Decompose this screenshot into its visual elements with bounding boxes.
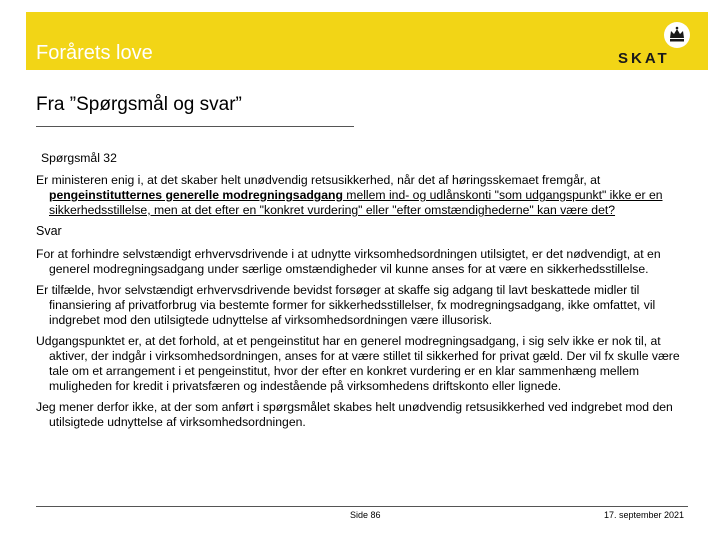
logo-text: SKAT [618,50,670,67]
crown-icon [664,22,690,48]
answer-paragraph: Udgangspunktet er, at det forhold, at et pengeinstitut har en generel modregningsadgang, i sig selv ikke er nok til, at aktiver, der indgår i virksomhedsordningen, anses for at være stillet til sikkerhed for privat gæld. Der vil fx skulle være tale om et arrangement i et pengeinstitut, hvor der efter en konkret vurdering er en klar sammenhæng mellem muligheden for kredit i privatsfæren og indestående på virksomhedens driftskonto eller lignede. [36,334,680,393]
slide-title: Forårets love [36,42,153,64]
question-highlight[interactable]: mellem ind- og udlånskonti "som udgangspunkt" ikke er en sikkerhedsstillelse, men at det efter en "konkret vurdering" eller "efter omstændighederne" kan være det? [49,188,663,217]
answer-paragraph: Er tilfælde, hvor selvstændigt erhvervsdrivende bevidst forsøger at skaffe sig adgang til lavt beskattede midler til finansiering af privatforbrug via bestemte former for sikkerhedsstillelser, fx modregningsadgang, ikke omfattet, vil indgrebet mod den utilsigtede udnyttelse af virksomhedsordningen være illusorisk. [36,283,656,327]
question-label: Spørgsmål 32 [41,151,117,165]
question-highlight-strong[interactable]: pengeinstitutternes generelle modregningsadgang [49,188,343,202]
skat-logo [618,22,692,68]
slide-subtitle: Fra ”Spørgsmål og svar” [36,94,242,115]
question-text [36,173,684,218]
subtitle-divider [36,126,354,127]
footer-date: 17. september 2021 [603,510,684,520]
answer-paragraph: Jeg mener derfor ikke, at der som anført i spørgsmålet skabes helt unødvendig retsusikkerhed ved indgrebet mod den utilsigtede udnyttelse af virksomhedsordningen. [36,400,673,429]
question-intro: Er ministeren enig i, at det skaber helt unødvendig retsusikkerhed, når det af høringsskemaet fremgår, at [36,173,601,187]
page-number: Side 86 [350,510,381,520]
answer-label: Svar [36,224,62,238]
slide-body [36,151,684,436]
footer-divider [36,506,688,507]
header-banner [26,12,708,70]
answer-paragraph: For at forhindre selvstændigt erhvervsdrivende i at udnytte virksomhedsordningen utilsigtet, er det nødvendigt, at en generel modregningsadgang under særlige omstændigheder vil kunne anses for at være en sikkerhedsstillelse. [36,247,661,276]
